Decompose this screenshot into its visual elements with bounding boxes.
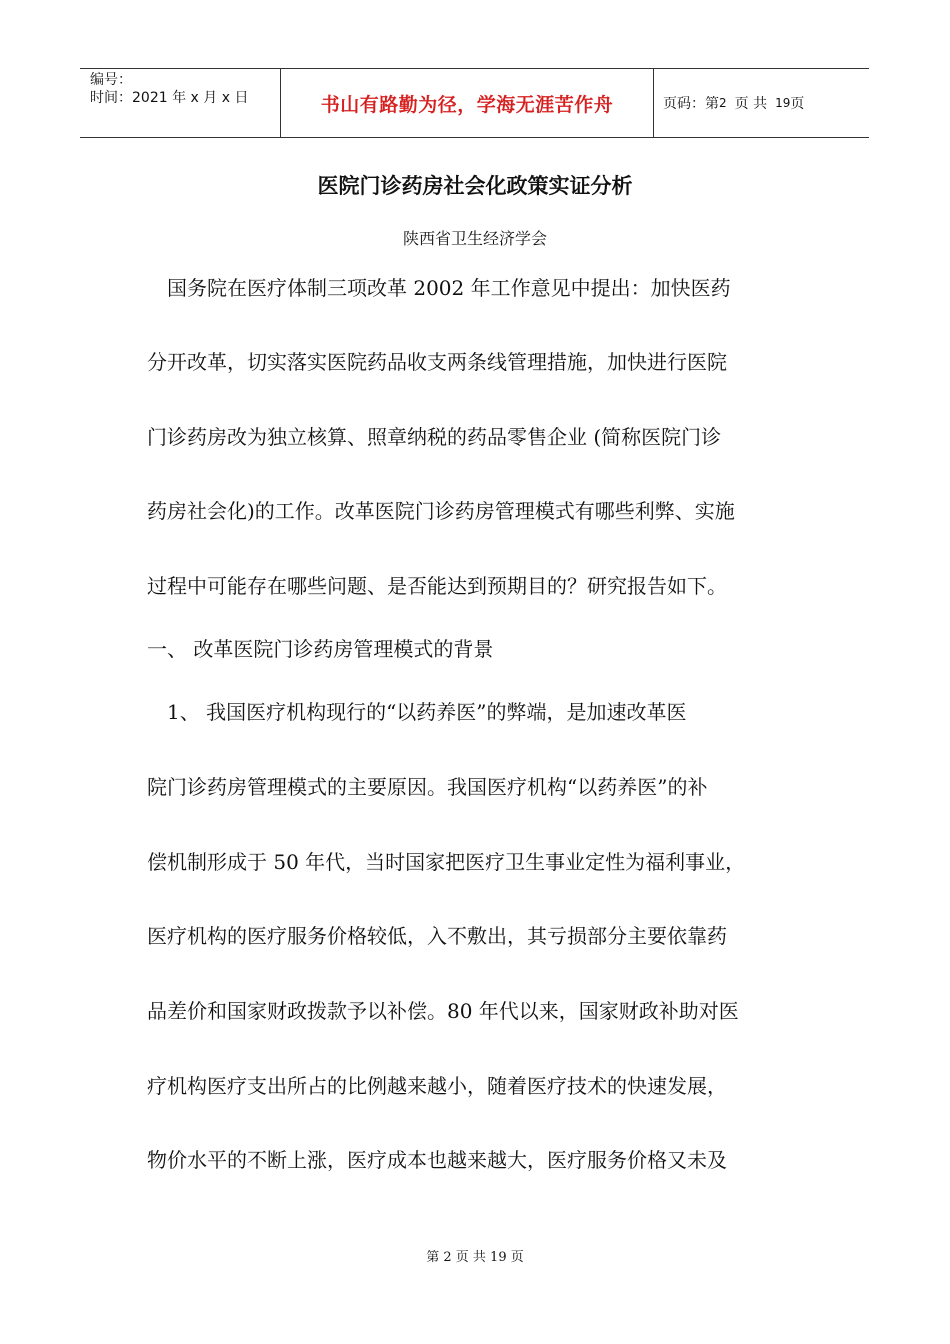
document-header bbox=[80, 68, 869, 138]
document-title: 医院门诊药房社会化政策实证分析 bbox=[317, 174, 633, 198]
body-line: 物价水平的不断上涨，医疗成本也越来越大，医疗服务价格又未及 bbox=[147, 1148, 727, 1172]
body-line: 国务院在医疗体制三项改革 2002 年工作意见中提出：加快医药 bbox=[147, 276, 731, 300]
page-label-prefix: 页码：第 bbox=[663, 96, 719, 112]
body-line: 院门诊药房管理模式的主要原因。我国医疗机构“以药养医”的补 bbox=[147, 775, 708, 799]
header-meta bbox=[80, 69, 280, 137]
body-line: 药房社会化)的工作。改革医院门诊药房管理模式有哪些利弊、实施 bbox=[147, 499, 735, 523]
body-line: 门诊药房改为独立核算、照章纳税的药品零售企业 (简称医院门诊 bbox=[147, 425, 722, 449]
body-line: 1、 我国医疗机构现行的“以药养医”的弊端，是加速改革医 bbox=[147, 700, 687, 724]
document-subtitle: 陕西省卫生经济学会 bbox=[402, 229, 547, 248]
header-page-number bbox=[654, 69, 869, 137]
body-line: 分开改革，切实落实医院药品收支两条线管理措施，加快进行医院 bbox=[147, 350, 727, 374]
body-line: 过程中可能存在哪些问题、是否能达到预期目的？研究报告如下。 bbox=[147, 574, 727, 598]
number-label: 编号： bbox=[90, 72, 132, 88]
time-label: 时间：2021 年 x 月 x 日 bbox=[90, 90, 249, 106]
page-label-suffix: 页 bbox=[790, 96, 805, 112]
section-heading: 一、 改革医院门诊药房管理模式的背景 bbox=[147, 637, 494, 661]
page-label-mid: 页 共 bbox=[734, 96, 768, 112]
body-line: 偿机制形成于 50 年代，当时国家把医疗卫生事业定性为福利事业， bbox=[147, 850, 746, 874]
page-total: 19 bbox=[775, 96, 791, 110]
body-line: 医疗机构的医疗服务价格较低，入不敷出，其亏损部分主要依靠药 bbox=[147, 924, 727, 948]
page-footer: 第 2 页 共 19 页 bbox=[426, 1250, 524, 1265]
page-current: 2 bbox=[719, 96, 727, 110]
header-motto: 书山有路勤为径，学海无涯苦作舟 bbox=[280, 69, 654, 137]
body-line: 品差价和国家财政拨款予以补偿。80 年代以来，国家财政补助对医 bbox=[147, 999, 739, 1023]
body-line: 疗机构医疗支出所占的比例越来越小，随着医疗技术的快速发展， bbox=[147, 1074, 727, 1098]
